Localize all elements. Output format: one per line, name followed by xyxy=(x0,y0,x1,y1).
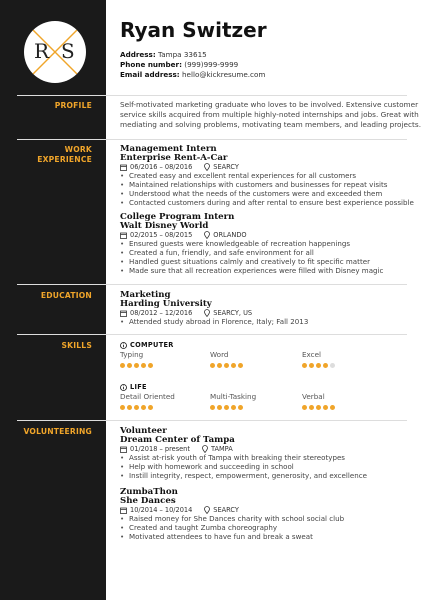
list-item: • Attended study abroad in Florence, Italy; Fall 2013 xyxy=(120,317,308,326)
skill-rating xyxy=(302,363,335,368)
address-label: Address: xyxy=(120,50,156,59)
job-meta xyxy=(120,231,247,239)
rating-dot xyxy=(148,363,153,368)
job-location: ORLANDO xyxy=(213,231,247,239)
skill-rating xyxy=(210,405,243,410)
email-value[interactable]: hello@kickresume.com xyxy=(181,70,266,79)
address-value: Tampa 33615 xyxy=(158,50,207,59)
monogram-logo xyxy=(24,21,86,83)
job-company: Enterprise Rent-A-Car xyxy=(120,153,228,163)
list-item: • Assist at-risk youth of Tampa with breaking their stereotypes xyxy=(120,453,345,462)
volunteer-meta xyxy=(120,445,233,453)
calendar-icon xyxy=(120,310,127,317)
rating-dot xyxy=(134,405,139,410)
email-label: Email address: xyxy=(120,70,180,79)
rating-dot xyxy=(316,405,321,410)
rating-dot xyxy=(309,363,314,368)
phone-label: Phone number: xyxy=(120,60,182,69)
rating-dot xyxy=(231,363,236,368)
summary-line: service skills acquired from multiple highly-noted internships and jobs. Great with xyxy=(120,110,419,119)
contact-email xyxy=(120,70,265,79)
volunteer-org: She Dances xyxy=(120,496,176,506)
section-title-work-line2: EXPERIENCE xyxy=(37,155,92,164)
logo-initial-left: R xyxy=(34,39,50,63)
job-dates: 06/2016 – 08/2016 xyxy=(130,163,193,171)
skill-group-computer xyxy=(120,341,174,349)
list-item: • Maintained relationships with customers and businesses for repeat visits xyxy=(120,180,388,189)
skill-name: Excel xyxy=(302,350,322,359)
section-title-skills: SKILLS xyxy=(61,341,92,350)
school-name: Harding University xyxy=(120,299,212,309)
skill-group-label: LIFE xyxy=(130,383,147,391)
logo-initial-right: S xyxy=(61,39,75,63)
job-title: College Program Intern xyxy=(120,212,235,222)
volunteer-dates: 01/2018 – present xyxy=(130,445,190,453)
list-item: • Handled guest situations calmly and creatively to fit specific matter xyxy=(120,257,370,266)
volunteer-location: TAMPA xyxy=(210,445,233,453)
list-item: • Created and taught Zumba choreography xyxy=(120,523,277,532)
rating-dot xyxy=(309,405,314,410)
skill-name: Word xyxy=(210,350,229,359)
summary-line: mediating and solving problems, motivating team members, and leading projects. xyxy=(120,120,422,129)
education-meta xyxy=(120,309,252,317)
rating-dot xyxy=(127,405,132,410)
rating-dot xyxy=(217,405,222,410)
section-title-education: EDUCATION xyxy=(40,291,92,300)
list-item: • Ensured guests were knowledgeable of recreation happenings xyxy=(120,239,350,248)
volunteer-meta xyxy=(120,506,239,514)
rating-dot xyxy=(302,405,307,410)
calendar-icon xyxy=(120,232,127,239)
list-item: • Created a fun, friendly, and safe environment for all xyxy=(120,248,314,257)
rating-dot xyxy=(217,363,222,368)
rating-dot xyxy=(120,363,125,368)
education-location: SEARCY, US xyxy=(213,309,253,317)
rating-dot xyxy=(238,405,243,410)
rating-dot xyxy=(210,363,215,368)
volunteer-dates: 10/2014 – 10/2014 xyxy=(130,506,193,514)
divider xyxy=(17,334,407,335)
divider xyxy=(17,139,407,140)
info-circle-icon xyxy=(120,384,127,391)
degree-title: Marketing xyxy=(120,290,171,300)
volunteer-title: ZumbaThon xyxy=(120,487,178,497)
calendar-icon xyxy=(120,507,127,514)
rating-dot xyxy=(120,405,125,410)
rating-dot xyxy=(231,405,236,410)
location-pin-icon xyxy=(204,163,210,171)
rating-dot xyxy=(141,405,146,410)
job-location: SEARCY xyxy=(213,163,239,171)
job-title: Management Intern xyxy=(120,144,217,154)
job-dates: 02/2015 – 08/2015 xyxy=(130,231,193,239)
rating-dot xyxy=(134,363,139,368)
list-item: • Understood what the needs of the customers were and exceeded them xyxy=(120,189,382,198)
rating-dot xyxy=(302,363,307,368)
list-item: • Motivated attendees to have fun and break a sweat xyxy=(120,532,313,541)
rating-dot xyxy=(330,405,335,410)
skill-rating xyxy=(210,363,243,368)
list-item: • Help with homework and succeeding in school xyxy=(120,462,294,471)
skill-rating xyxy=(120,363,153,368)
section-title-work-line1: WORK xyxy=(64,145,92,154)
skill-group-label: COMPUTER xyxy=(130,341,174,349)
calendar-icon xyxy=(120,164,127,171)
rating-dot xyxy=(141,363,146,368)
section-title-work xyxy=(37,145,92,165)
list-item: • Contacted customers during and after rental to ensure best experience possible xyxy=(120,198,414,207)
list-item: • Raised money for She Dances charity with school social club xyxy=(120,514,344,523)
volunteer-location: SEARCY xyxy=(213,506,239,514)
list-item: • Made sure that all recreation experiences were filled with Disney magic xyxy=(120,266,383,275)
list-item: • Instill integrity, respect, empowerment, generosity, and excellence xyxy=(120,471,367,480)
skill-rating xyxy=(302,405,335,410)
skill-group-life xyxy=(120,383,147,391)
location-pin-icon xyxy=(204,506,210,514)
rating-dot xyxy=(148,405,153,410)
location-pin-icon xyxy=(204,231,210,239)
rating-dot xyxy=(330,363,335,368)
divider xyxy=(17,95,407,96)
rating-dot xyxy=(316,363,321,368)
skill-name: Verbal xyxy=(302,392,325,401)
rating-dot xyxy=(127,363,132,368)
divider xyxy=(17,284,407,285)
skill-name: Typing xyxy=(120,350,144,359)
education-dates: 08/2012 – 12/2016 xyxy=(130,309,193,317)
summary-line: Self-motivated marketing graduate who loves to be involved. Extensive customer xyxy=(120,100,419,109)
skill-name: Detail Oriented xyxy=(120,392,175,401)
job-company: Walt Disney World xyxy=(120,221,209,231)
section-title-profile: PROFILE xyxy=(54,101,92,110)
rating-dot xyxy=(238,363,243,368)
rating-dot xyxy=(323,405,328,410)
location-pin-icon xyxy=(204,309,210,317)
calendar-icon xyxy=(120,446,127,453)
list-item: • Created easy and excellent rental experiences for all customers xyxy=(120,171,356,180)
volunteer-title: Volunteer xyxy=(120,426,167,436)
candidate-name: Ryan Switzer xyxy=(120,18,267,42)
info-circle-icon xyxy=(120,342,127,349)
volunteer-org: Dream Center of Tampa xyxy=(120,435,235,445)
contact-phone xyxy=(120,60,238,69)
rating-dot xyxy=(224,363,229,368)
skill-name: Multi-Tasking xyxy=(210,392,257,401)
rating-dot xyxy=(224,405,229,410)
location-pin-icon xyxy=(202,445,208,453)
phone-value: (999)999-9999 xyxy=(184,60,239,69)
rating-dot xyxy=(210,405,215,410)
skill-rating xyxy=(120,405,153,410)
rating-dot xyxy=(323,363,328,368)
divider xyxy=(17,420,407,421)
contact-address xyxy=(120,50,207,59)
job-meta xyxy=(120,163,239,171)
section-title-volunteering: VOLUNTEERING xyxy=(23,427,92,436)
